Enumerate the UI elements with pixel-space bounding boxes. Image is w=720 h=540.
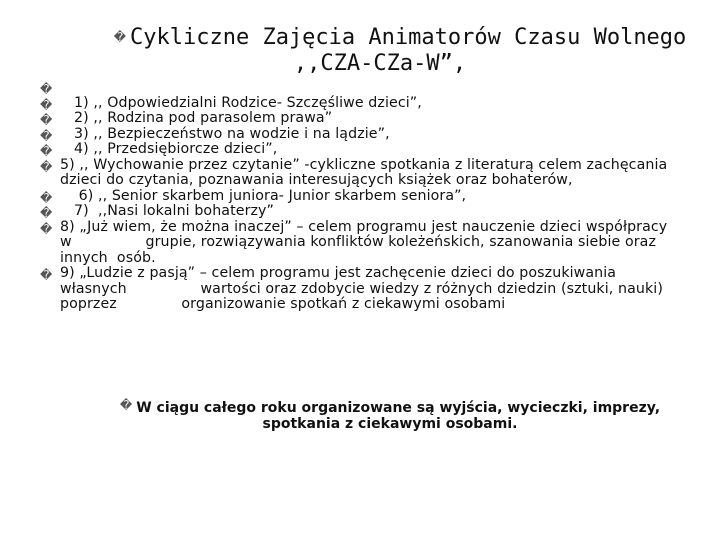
bullet-icon: �	[40, 206, 53, 220]
bullet-icon: �	[40, 128, 53, 143]
list-item	[40, 111, 680, 127]
title-line-1	[60, 24, 700, 51]
list-item-text: 6) ,, Senior skarbem juniora- Junior skarbem seniora”,	[74, 187, 467, 204]
list-item-text: 8) „Już wiem, że można inaczej” – celem programu jest nauczenie dzieci współpracy w grupie, rozwiązywania konfliktów koleżeńskich, szanowania siebie oraz innych osób.	[60, 218, 672, 266]
list-item-text: 2) ,, Rodzina pod parasolem prawa”	[74, 110, 333, 126]
program-list	[40, 80, 691, 313]
bullet-icon: �	[113, 30, 126, 44]
summary-note	[80, 397, 700, 432]
list-item	[40, 80, 680, 96]
title-line-2: ,,CZA-CZa-W”,	[293, 51, 467, 76]
bullet-icon: �	[40, 159, 53, 174]
list-item-text: 3) ,, Bezpieczeństwo na wodzie i na lądzie”,	[74, 125, 390, 142]
bullet-icon: �	[40, 144, 53, 158]
list-item	[40, 156, 691, 189]
list-item	[40, 142, 680, 158]
list-item	[40, 96, 680, 112]
bullet-icon: �	[40, 190, 53, 205]
bullet-icon: �	[40, 268, 53, 282]
list-item	[40, 266, 680, 313]
bullet-icon: �	[40, 221, 53, 236]
bullet-icon: �	[40, 113, 53, 127]
list-item-text: 5) ,, Wychowanie przez czytanie” -cykliczne spotkania z literaturą celem zachęcania dzieci do czytania, poznawania interesujących książek oraz bohaterów,	[60, 156, 691, 188]
bullet-icon: �	[40, 82, 53, 96]
list-item	[40, 220, 680, 267]
summary-text: W ciągu całego roku organizowane są wyjścia, wycieczki, imprezy, spotkania z ciekawymi osobami.	[136, 400, 661, 432]
list-item	[40, 189, 680, 205]
list-item	[40, 204, 680, 220]
list-item-text: 4) ,, Przedsiębiorcze dzieci”,	[74, 141, 278, 157]
list-item-text: 7) ,,Nasi lokalni bohaterzy”	[74, 203, 275, 219]
document-title	[60, 24, 700, 77]
list-item	[40, 127, 680, 143]
list-item-text: 9) „Ludzie z pasją” – celem programu jest zachęcenie dzieci do poszukiwania własnych wartości oraz zdobycie wiedzy z różnych dziedzin (sztuki, nauki) poprzez organizowanie spotkań z ciekawymi osobami	[60, 265, 668, 312]
bullet-icon: �	[119, 398, 133, 412]
title-text-1: Cykliczne Zajęcia Animatorów Czasu Wolnego	[130, 25, 687, 50]
bullet-icon: �	[40, 97, 53, 112]
list-item-text: 1) ,, Odpowiedzialni Rodzice- Szczęśliwe dzieci”,	[74, 94, 422, 111]
